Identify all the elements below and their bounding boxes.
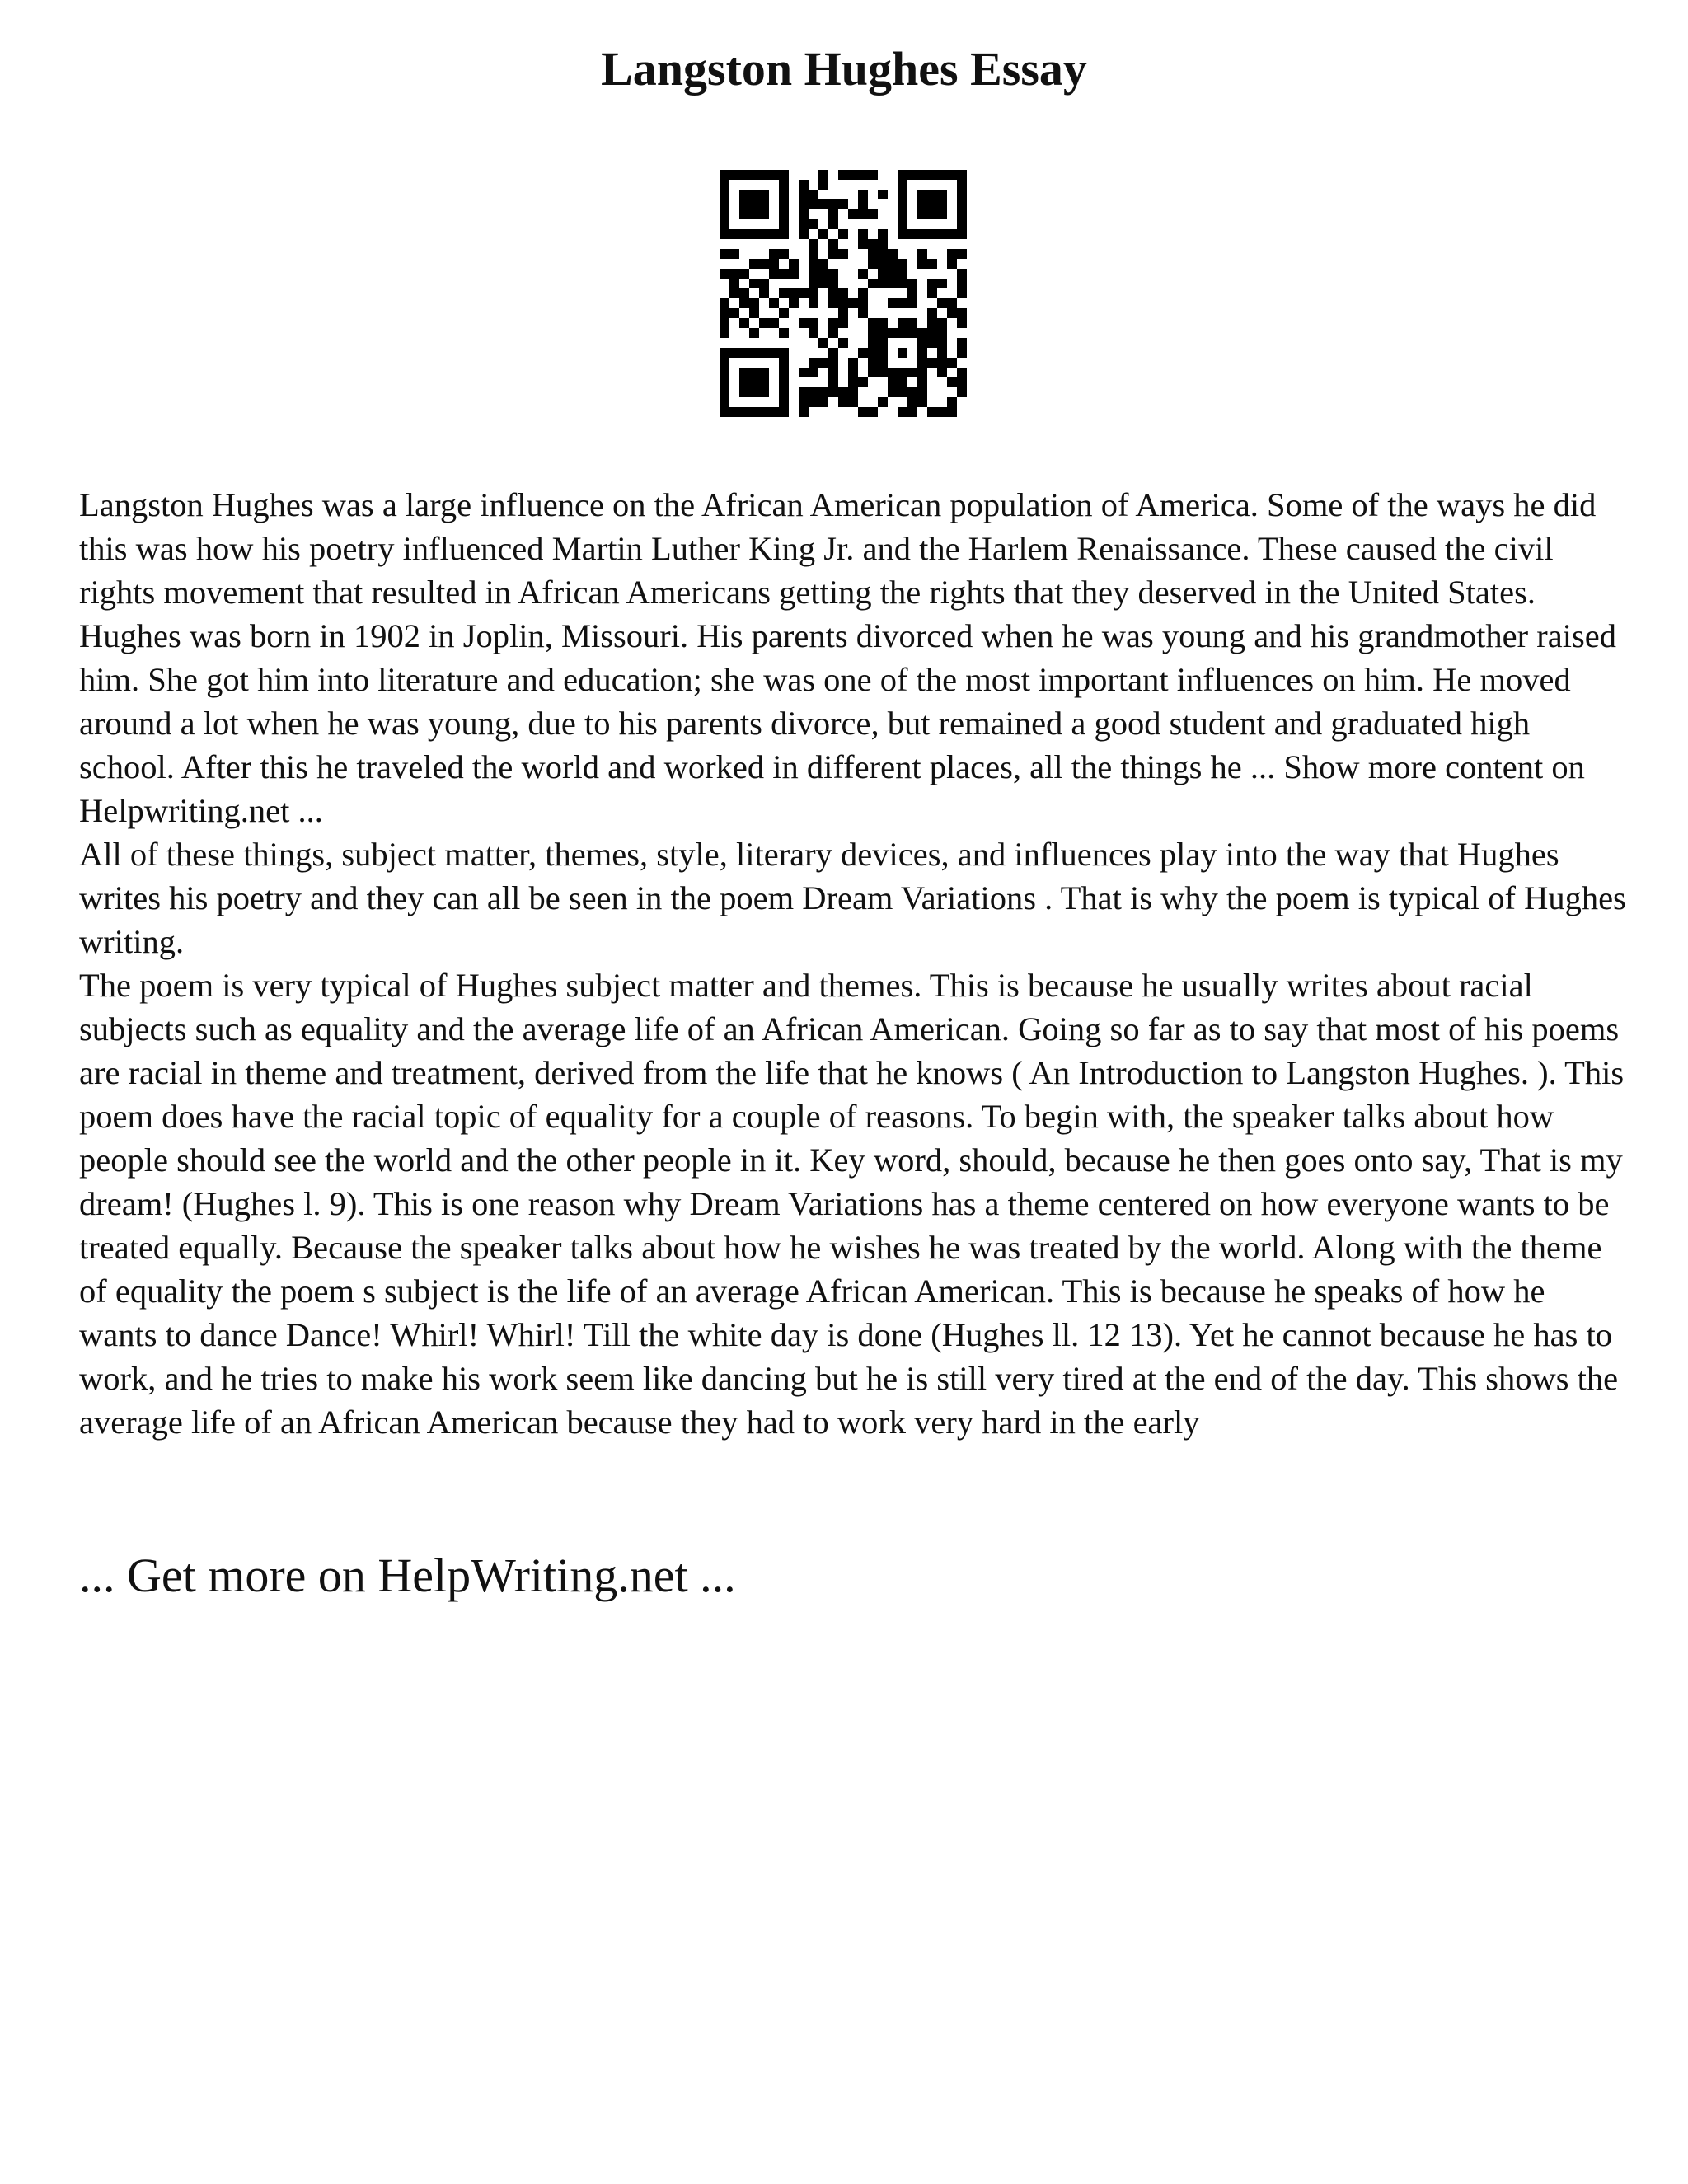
essay-paragraph: All of these things, subject matter, themes, style, literary devices, and influences play into the way that Hughes writes his poetry and they can all be seen in the poem Dream Variations . That is why the poem is typical of Hughes writing.: [79, 836, 1626, 960]
essay-paragraph: Langston Hughes was a large influence on the African American population of America. Some of the ways he did this was how his poetry influenced Martin Luther King Jr. and the Harlem Renaissance. These caused the civil rights movement that resulted in African Americans getting the rights that they deserved in the United States. Hughes was born in 1902 in Joplin, Missouri. His parents divorced when he was young and his grandmother raised him. She got him into literature and education; she was one of the most important influences on him. He moved around a lot when he was young, due to his parents divorce, but remained a good student and graduated high school. After this he traveled the world and worked in different places, all the things he ... Show more content on Helpwriting.net ...: [79, 486, 1616, 829]
essay-body: [79, 483, 1629, 1444]
get-more-link[interactable]: ... Get more on HelpWriting.net ...: [79, 1549, 736, 1602]
qr-code-icon: [720, 170, 967, 417]
essay-paragraph: The poem is very typical of Hughes subject matter and themes. This is because he usually writes about racial subjects such as equality and the average life of an African American. Going so far as to say that most of his poems are racial in theme and treatment, derived from the life that he knows ( An Introduction to Langston Hughes. ). This poem does have the racial topic of equality for a couple of reasons. To begin with, the speaker talks about how people should see the world and the other people in it. Key word, should, because he then goes onto say, That is my dream! (Hughes l. 9). This is one reason why Dream Variations has a theme centered on how everyone wants to be treated equally. Because the speaker talks about how he wishes he was treated by the world. Along with the theme of equality the poem s subject is the life of an average African American. This is because he speaks of how he wants to dance Dance! Whirl! Whirl! Till the white day is done (Hughes ll. 12 13). Yet he cannot because he has to work, and he tries to make his work seem like dancing but he is still very tired at the end of the day. This shows the average life of an African American because they had to work very hard in the early: [79, 967, 1625, 1441]
page-title: Langston Hughes Essay: [601, 42, 1087, 96]
